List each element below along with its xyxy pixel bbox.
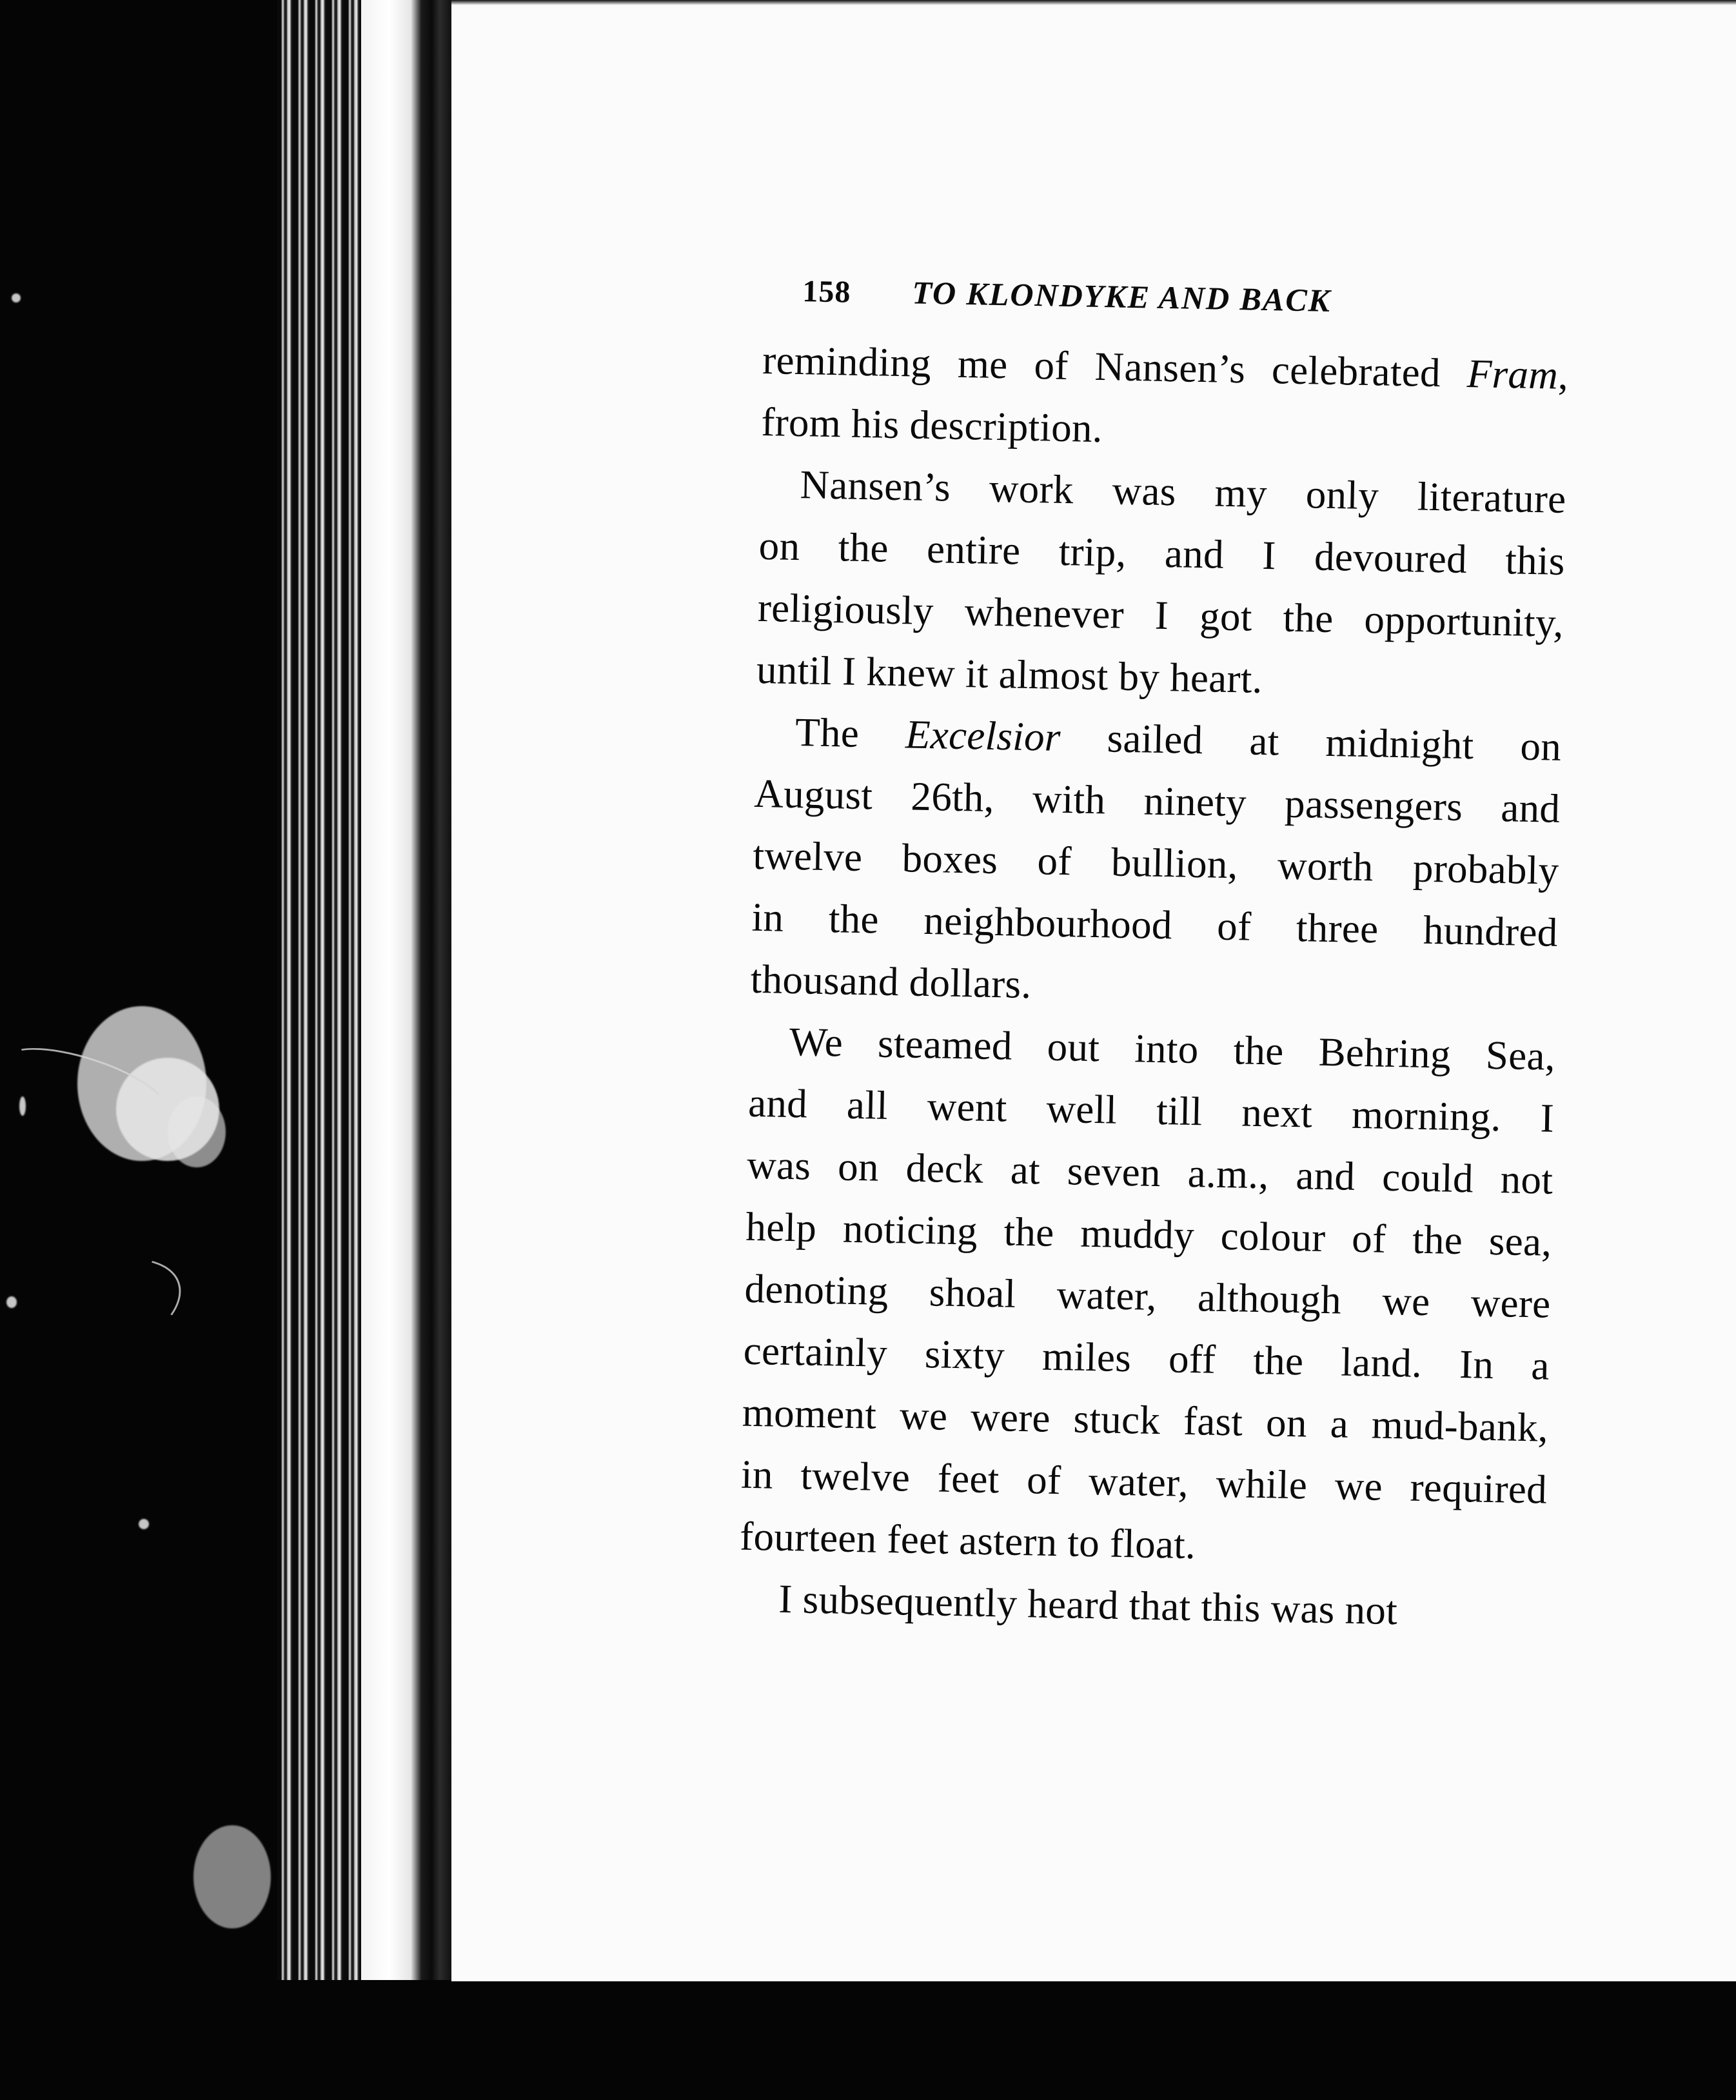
dust-speck [168,1096,226,1167]
page-gutter [432,0,451,1986]
text-line: twelve boxes of bullion, worth probably [752,832,1560,893]
paragraph [739,1010,1555,1583]
paragraph [761,329,1569,468]
text-line: reminding me of Nansen’s celebrated Fram, [762,337,1569,398]
text-line: fourteen feet astern to float. [739,1513,1196,1568]
italic-title: Fram [1466,350,1559,398]
text-line: and all went well till next morning. I [747,1080,1555,1141]
text-line: I subsequently heard that this was not [778,1576,1398,1634]
dust-speck [19,1096,26,1116]
page-text-block [738,271,1570,1645]
text-line: from his description. [760,399,1103,451]
dust-speck [6,1296,17,1308]
running-title: TO KLONDYKE AND BACK [911,274,1332,319]
text-line: until I knew it almost by heart. [756,646,1263,702]
text-line: August 26th, with ninety passengers and [753,770,1561,831]
paragraph [750,700,1562,1025]
page-top-edge [451,0,1736,5]
italic-title: Excelsior [905,711,1061,760]
text-line: was on deck at seven a.m., and could not [746,1142,1554,1203]
body-text [738,329,1569,1645]
text-line: The Excelsior sailed at midnight on [794,709,1562,769]
text-line: in twelve feet of water, while we required [740,1451,1548,1512]
text-line: denoting shoal water, although we were [744,1265,1552,1327]
bottom-dark-edge [277,1980,1736,2100]
text-line: certainly sixty miles off the land. In a [743,1327,1550,1389]
text-line: in the neighbourhood of three hundred [751,894,1559,955]
text-line: religiously whenever I got the opportunity, [757,584,1564,646]
text-line: moment we were stuck fast on a mud-bank, [742,1389,1549,1451]
dust-speck [139,1519,149,1529]
text-line: We steamed out into the Behring Sea, [789,1018,1556,1079]
text-line: thousand dollars. [750,956,1032,1007]
dust-speck [12,293,21,302]
text-line: Nansen’s work was my only literature [799,462,1567,522]
page-number: 158 [802,274,851,310]
dust-speck [193,1825,271,1928]
inner-page-edge [361,0,432,1986]
text-line: help noticing the muddy colour of the sea, [745,1204,1552,1265]
text-line: on the entire trip, and I devoured this [758,522,1566,584]
paragraph [756,453,1566,716]
